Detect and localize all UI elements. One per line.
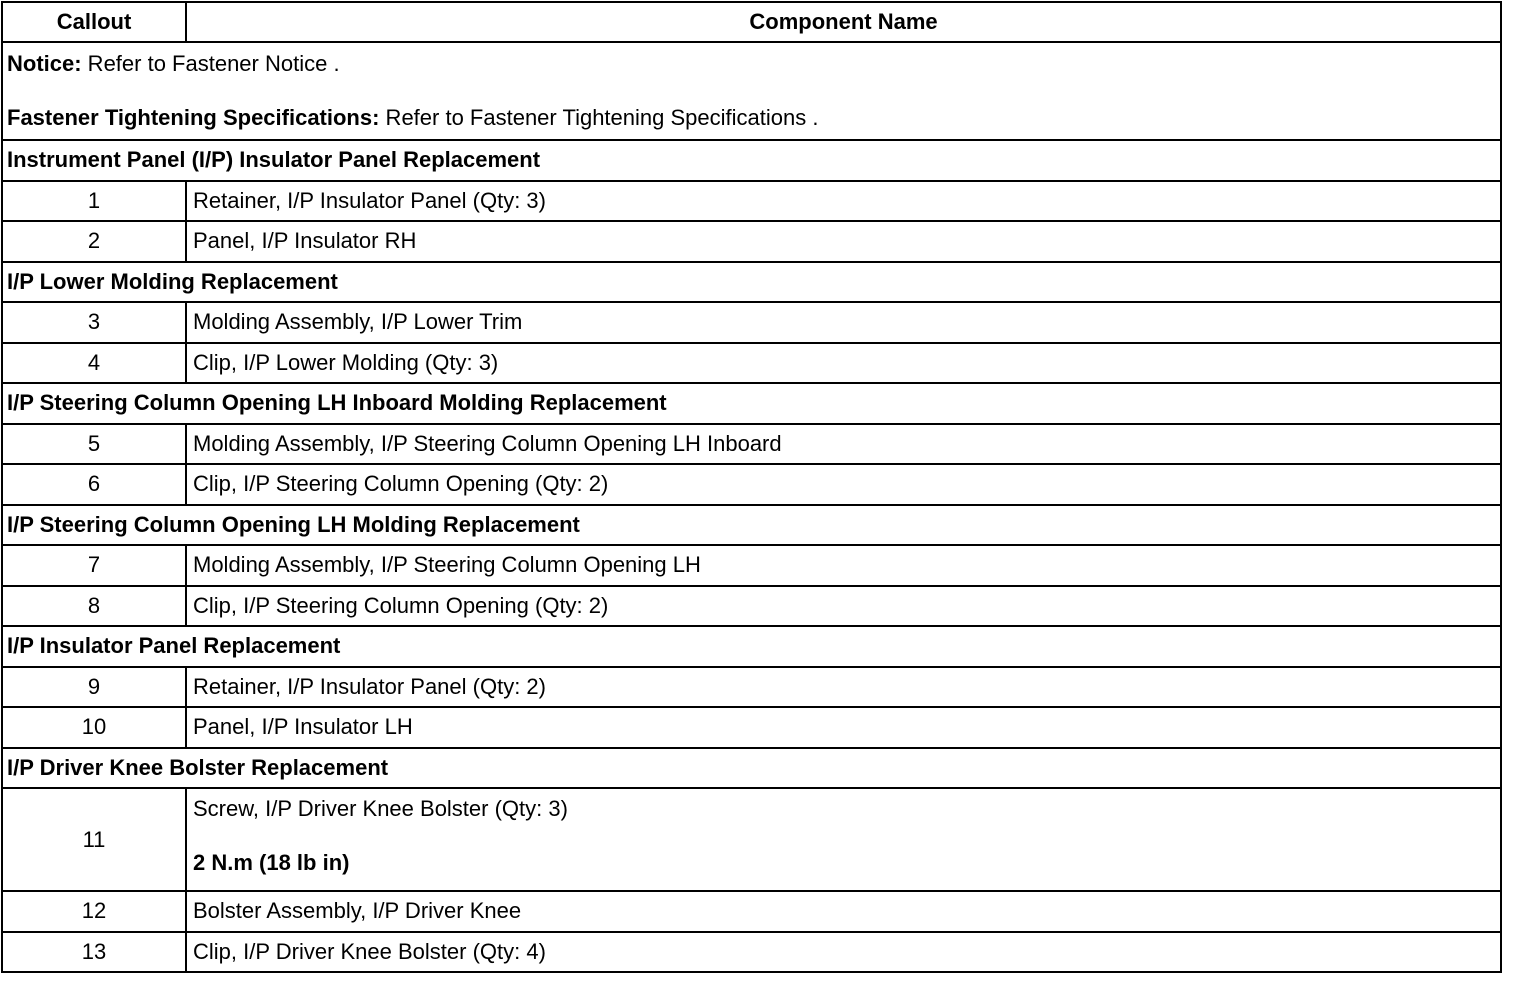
callout-number: 7 bbox=[2, 545, 186, 586]
component-name: Retainer, I/P Insulator Panel (Qty: 3) bbox=[186, 181, 1501, 222]
notice-line bbox=[7, 51, 1496, 77]
section-title: I/P Steering Column Opening LH Inboard Molding Replacement bbox=[2, 383, 1501, 424]
table-row bbox=[2, 932, 1501, 973]
component-name: Screw, I/P Driver Knee Bolster (Qty: 3) bbox=[193, 796, 568, 821]
table-row bbox=[2, 464, 1501, 505]
section-row bbox=[2, 748, 1501, 789]
callout-number: 12 bbox=[2, 891, 186, 932]
component-name: Bolster Assembly, I/P Driver Knee bbox=[186, 891, 1501, 932]
notice-cell bbox=[2, 42, 1501, 140]
fastener-spec-text: Refer to Fastener Tightening Specifications . bbox=[379, 105, 819, 130]
component-table bbox=[1, 1, 1502, 973]
callout-number: 11 bbox=[2, 788, 186, 891]
component-name: Clip, I/P Lower Molding (Qty: 3) bbox=[186, 343, 1501, 384]
callout-number: 5 bbox=[2, 424, 186, 465]
table-row bbox=[2, 667, 1501, 708]
header-callout: Callout bbox=[2, 2, 186, 42]
table-row bbox=[2, 545, 1501, 586]
table-row bbox=[2, 424, 1501, 465]
callout-number: 4 bbox=[2, 343, 186, 384]
section-row bbox=[2, 626, 1501, 667]
component-name: Clip, I/P Driver Knee Bolster (Qty: 4) bbox=[186, 932, 1501, 973]
torque-spec: 2 N.m (18 lb in) bbox=[193, 850, 350, 875]
section-title: Instrument Panel (I/P) Insulator Panel Replacement bbox=[2, 140, 1501, 181]
table-row bbox=[2, 586, 1501, 627]
component-name: Molding Assembly, I/P Lower Trim bbox=[186, 302, 1501, 343]
table-row bbox=[2, 302, 1501, 343]
callout-number: 10 bbox=[2, 707, 186, 748]
component-name: Panel, I/P Insulator LH bbox=[186, 707, 1501, 748]
notice-text: Refer to Fastener Notice . bbox=[81, 51, 340, 76]
fastener-spec-line bbox=[7, 105, 1496, 131]
header-row bbox=[2, 2, 1501, 42]
component-name: Molding Assembly, I/P Steering Column Opening LH Inboard bbox=[186, 424, 1501, 465]
component-name-cell bbox=[186, 788, 1501, 891]
section-row bbox=[2, 383, 1501, 424]
section-title: I/P Insulator Panel Replacement bbox=[2, 626, 1501, 667]
callout-number: 9 bbox=[2, 667, 186, 708]
fastener-spec-label: Fastener Tightening Specifications: bbox=[7, 105, 380, 130]
callout-number: 8 bbox=[2, 586, 186, 627]
section-row bbox=[2, 262, 1501, 303]
notice-label: Notice: bbox=[7, 51, 82, 76]
section-row bbox=[2, 505, 1501, 546]
component-name: Clip, I/P Steering Column Opening (Qty: 2) bbox=[186, 464, 1501, 505]
component-name: Retainer, I/P Insulator Panel (Qty: 2) bbox=[186, 667, 1501, 708]
header-component-name: Component Name bbox=[186, 2, 1501, 42]
callout-number: 1 bbox=[2, 181, 186, 222]
section-title: I/P Driver Knee Bolster Replacement bbox=[2, 748, 1501, 789]
table-row bbox=[2, 221, 1501, 262]
callout-number: 3 bbox=[2, 302, 186, 343]
table-row bbox=[2, 788, 1501, 891]
table-row bbox=[2, 707, 1501, 748]
table-row bbox=[2, 181, 1501, 222]
table-row bbox=[2, 343, 1501, 384]
component-name: Panel, I/P Insulator RH bbox=[186, 221, 1501, 262]
callout-number: 2 bbox=[2, 221, 186, 262]
table-row bbox=[2, 891, 1501, 932]
section-title: I/P Steering Column Opening LH Molding Replacement bbox=[2, 505, 1501, 546]
callout-number: 6 bbox=[2, 464, 186, 505]
section-row bbox=[2, 140, 1501, 181]
component-name: Molding Assembly, I/P Steering Column Opening LH bbox=[186, 545, 1501, 586]
notice-row bbox=[2, 42, 1501, 140]
callout-number: 13 bbox=[2, 932, 186, 973]
component-name: Clip, I/P Steering Column Opening (Qty: 2) bbox=[186, 586, 1501, 627]
section-title: I/P Lower Molding Replacement bbox=[2, 262, 1501, 303]
